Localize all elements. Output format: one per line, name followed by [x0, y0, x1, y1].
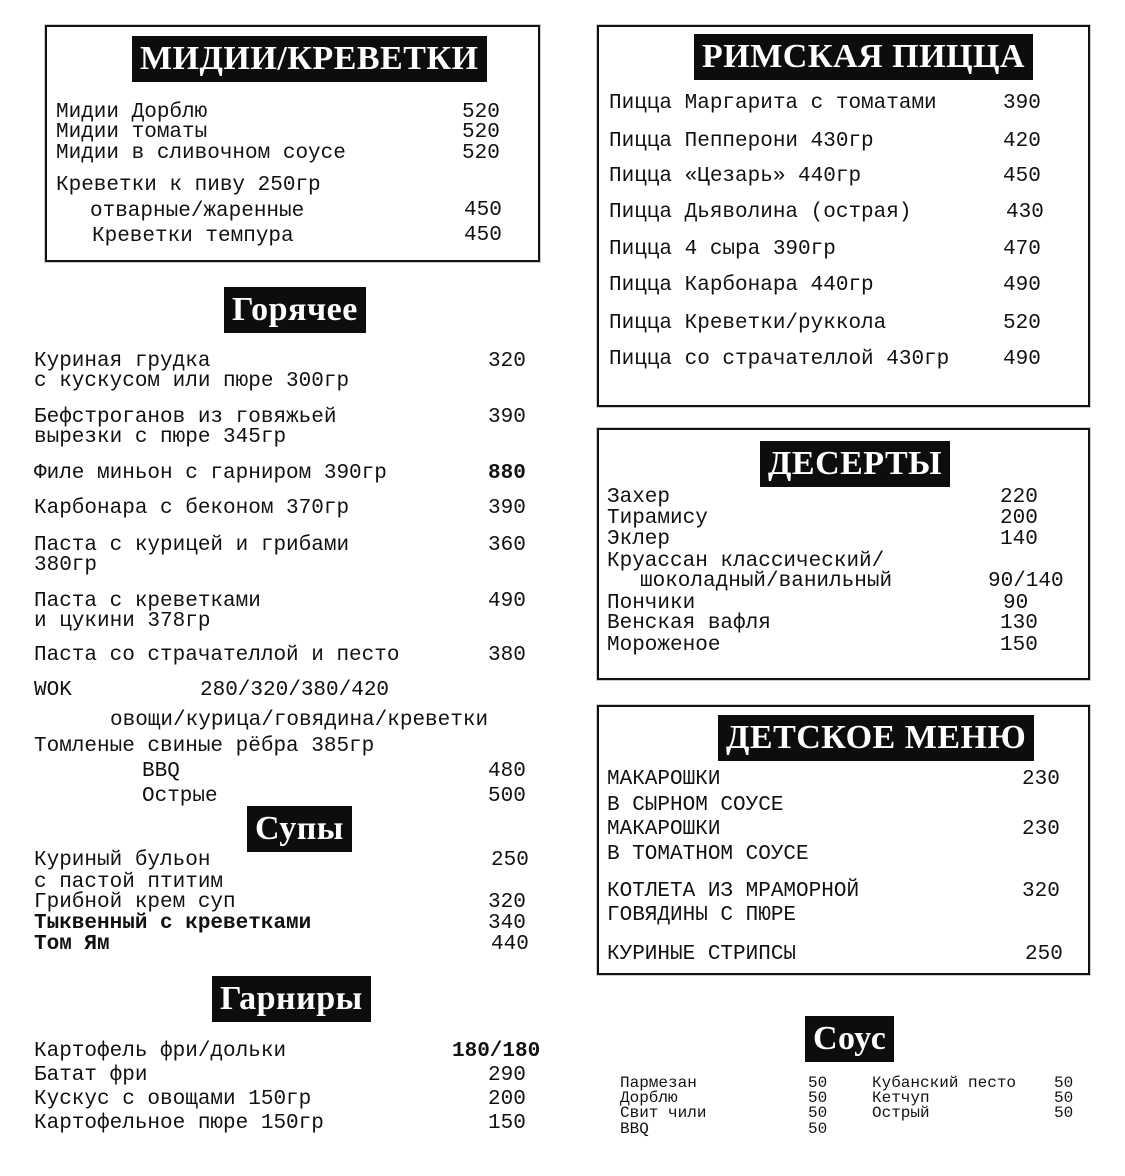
menu-item-price: 440 [491, 933, 529, 956]
menu-item-price: 320 [488, 350, 526, 373]
menu-item-name: Пицца Маргарита с томатами [609, 92, 937, 115]
menu-item-price: 130 [1000, 612, 1038, 635]
menu-item-price: 450 [1003, 165, 1041, 188]
menu-item-name: В ТОМАТНОМ СОУСЕ [607, 843, 809, 866]
menu-item-price: 450 [464, 199, 502, 222]
menu-item-price: 250 [1025, 943, 1063, 966]
menu-item-price: 360 [488, 534, 526, 557]
menu-item-name: Пицца Карбонара 440гр [609, 274, 874, 297]
menu-item-price: 490 [1003, 274, 1041, 297]
menu-item-price: 50 [1054, 1074, 1074, 1092]
menu-item-name: с пастой птитим [34, 871, 224, 894]
menu-item-price: 50 [808, 1074, 828, 1092]
menu-item-price: 250 [491, 849, 529, 872]
menu-item-name: Кубанский песто [872, 1074, 1017, 1092]
menu-item-name: В СЫРНОМ СОУСЕ [607, 794, 784, 817]
menu-item-price: 90/140 [988, 570, 1064, 593]
menu-item-name: Пончики [607, 592, 696, 615]
menu-item-name: Пицца со страчателлой 430гр [609, 348, 950, 371]
menu-item-name: Пармезан [620, 1074, 697, 1092]
menu-item-name: Батат фри [34, 1064, 148, 1087]
desserts-title: ДЕСЕРТЫ [760, 441, 950, 487]
menu-item-price: 500 [488, 785, 526, 808]
menu-item-price: 180/180 [452, 1040, 541, 1063]
menu-item-name: Кетчуп [872, 1089, 930, 1107]
menu-item-price: 150 [1000, 634, 1038, 657]
menu-item-name: Пицца Креветки/руккола [609, 312, 887, 335]
menu-item-name: с кускусом или пюре 300гр [34, 370, 350, 393]
menu-item-name: Креветки к пиву 250гр [56, 174, 321, 197]
menu-item-name: КОТЛЕТА ИЗ МРАМОРНОЙ [607, 880, 860, 903]
menu-item-price: 230 [1022, 768, 1060, 791]
menu-item-price: 520 [462, 101, 500, 124]
menu-item-name: Эклер [607, 528, 671, 551]
menu-item-price: 390 [1003, 92, 1041, 115]
menu-item-price: 490 [488, 590, 526, 613]
ribs-bbq: BBQ [142, 760, 180, 783]
menu-item-price: 320 [1022, 880, 1060, 903]
menu-item-price: 390 [488, 497, 526, 520]
menu-item-name: Картофель фри/дольки [34, 1040, 287, 1063]
ribs-name: Томленые свиные рёбра 385гр [34, 735, 375, 758]
menu-item-name: Картофельное пюре 150гр [34, 1112, 324, 1135]
menu-item-name: Свит чили [620, 1104, 707, 1122]
menu-item-price: 140 [1000, 528, 1038, 551]
menu-item-price: 50 [808, 1120, 828, 1138]
pizza-title: РИМСКАЯ ПИЦЦА [694, 34, 1033, 80]
menu-item-price: 430 [1006, 201, 1044, 224]
menu-item-name: Филе миньон с гарниром 390гр [34, 462, 387, 485]
menu-item-price: 380 [488, 644, 526, 667]
menu-item-name: Паста с креветками [34, 590, 261, 613]
menu-item-name: Кускус с овощами 150гр [34, 1088, 312, 1111]
menu-item-name: Тирамису [607, 507, 708, 530]
sides-title: Гарниры [212, 976, 371, 1022]
menu-item-name: КУРИНЫЕ СТРИПСЫ [607, 943, 797, 966]
menu-item-name: 380гр [34, 554, 98, 577]
menu-item-price: 90 [1003, 592, 1029, 615]
menu-item-name: Паста с курицей и грибами [34, 534, 350, 557]
menu-item-name: Тыквенный с креветками [34, 912, 312, 935]
menu-item-price: 880 [488, 462, 526, 485]
menu-item-price: 420 [1003, 130, 1041, 153]
menu-item-price: 220 [1000, 486, 1038, 509]
menu-item-name: МАКАРОШКИ [607, 818, 721, 841]
hot-title: Горячее [224, 287, 366, 333]
menu-item-name: Грибной крем суп [34, 891, 236, 914]
menu-item-price: 50 [1054, 1104, 1074, 1122]
menu-item-price: 520 [462, 121, 500, 144]
menu-item-name: Мидии в сливочном соусе [56, 142, 346, 165]
menu-item-price: 490 [1003, 348, 1041, 371]
menu-item-price: 200 [488, 1088, 526, 1111]
menu-item-price: 450 [464, 224, 502, 247]
menu-item-price: 390 [488, 406, 526, 429]
menu-item-name: Мидии Дорблю [56, 101, 208, 124]
menu-item-price: 520 [1003, 312, 1041, 335]
kids-title: ДЕТСКОЕ МЕНЮ [718, 715, 1034, 761]
menu-item-name: ГОВЯДИНЫ С ПЮРЕ [607, 904, 797, 927]
menu-item-price: 50 [808, 1089, 828, 1107]
menu-item-price: 50 [1054, 1089, 1074, 1107]
menu-item-name: Захер [607, 486, 671, 509]
menu-item-price: 470 [1003, 238, 1041, 261]
menu-item-price: 320 [488, 891, 526, 914]
menu-item-name: Острый [872, 1104, 930, 1122]
menu-item-price: 480 [488, 760, 526, 783]
menu-item-name: шоколадный/ванильный [640, 570, 893, 593]
wok-name: WOK [34, 679, 72, 702]
menu-item-name: Том Ям [34, 933, 110, 956]
menu-item-name: BBQ [620, 1120, 649, 1138]
menu-item-name: Дорблю [620, 1089, 678, 1107]
menu-item-name: Карбонара с беконом 370гр [34, 497, 350, 520]
sauces-title: Соус [805, 1016, 894, 1062]
menu-item-name: Пицца 4 сыра 390гр [609, 238, 836, 261]
menu-item-name: Пицца Пепперони 430гр [609, 130, 874, 153]
menu-item-name: МАКАРОШКИ [607, 768, 721, 791]
menu-item-name: Пицца «Цезарь» 440гр [609, 165, 862, 188]
mussels-title: МИДИИ/КРЕВЕТКИ [132, 36, 487, 82]
menu-item-name: Круассан классический/ [607, 550, 885, 573]
menu-item-name: Пицца Дьяволина (острая) [609, 201, 912, 224]
menu-item-price: 230 [1022, 818, 1060, 841]
menu-item-name: отварные/жаренные [90, 200, 305, 223]
menu-item-name: Паста со страчателлой и песто [34, 644, 400, 667]
menu-item-name: и цукини 378гр [34, 610, 211, 633]
menu-item-name: Мороженое [607, 634, 721, 657]
menu-item-price: 200 [1000, 507, 1038, 530]
menu-item-name: Бефстроганов из говяжьей [34, 406, 337, 429]
menu-item-price: 520 [462, 142, 500, 165]
wok-options: овощи/курица/говядина/креветки [110, 709, 489, 732]
menu-item-price: 50 [808, 1104, 828, 1122]
menu-item-price: 340 [488, 912, 526, 935]
menu-item-price: 150 [488, 1112, 526, 1135]
menu-item-name: Куриный бульон [34, 849, 211, 872]
soups-title: Супы [247, 806, 352, 852]
wok-prices: 280/320/380/420 [200, 679, 390, 702]
menu-item-name: Венская вафля [607, 612, 771, 635]
menu-item-name: Мидии томаты [56, 121, 208, 144]
menu-item-price: 290 [488, 1064, 526, 1087]
menu-item-name: Креветки темпура [92, 225, 294, 248]
ribs-spicy: Острые [142, 785, 218, 808]
menu-item-name: Куриная грудка [34, 350, 211, 373]
menu-item-name: вырезки с пюре 345гр [34, 426, 287, 449]
